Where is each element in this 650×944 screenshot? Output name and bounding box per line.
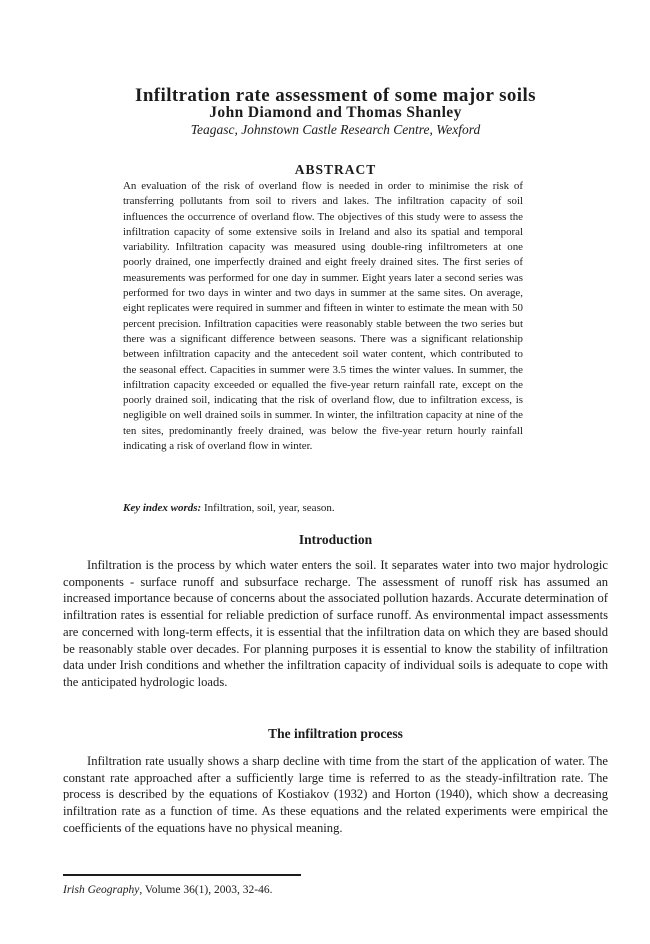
abstract-body: An evaluation of the risk of overland flow is needed in order to minimise the risk of transferring pollutants from soil to rivers and lakes. The infiltration capacity of soil influences the occurrence of overland flow. The objectives of this study were to assess the infiltration capacity of some extensive soils in Ireland and also its spatial and temporal variability. Infiltration capacity was measured using double-ring infiltrometers at one poorly drained, one imperfectly drained and eight freely drained sites. The first series of measurements was performed for one day in summer. Eight years later a second series was performed for two days in winter and two days in summer at the same sites. On average, eight replicates were required in summer and fifteen in winter to estimate the mean with 50 percent precision. Infiltration capacities were reasonably stable between the two series but there was a significant difference between seasons. There was a significant relationship between infiltration capacity and the antecedent soil water content, which contributed to the seasonal effect. Capacities in summer were 3.5 times the winter values. In summer, the infiltration capacity exceeded or equalled the five-year return rainfall rate, except on the poorly drained soil, indicating that the risk of overland flow, due to infiltration excess, is negligible on well drained soils in summer. In winter, the infiltration capacity at nine of the ten sites, predominantly freely drained, was below the five-year return hourly rainfall indicating a risk of overland flow in winter.	[123, 180, 523, 453]
footer-journal-name: Irish Geography	[63, 884, 140, 896]
section-heading-infiltration-process: The infiltration process	[268, 726, 403, 741]
section-heading-introduction: Introduction	[298, 532, 373, 547]
section-paragraph-infiltration-process: Infiltration rate usually shows a sharp decline with time from the start of the application of water. The constant rate approached after a sufficiently large time is referred to as the steady-infiltration rate. The process is described by the equations of Kostiakov (1932) and Horton (1940), which show a decreasing infiltration rate as a function of time. As these equations and the related experiments were empirical the coefficients of the equations have no physical meaning.	[63, 754, 608, 835]
footer-divider	[63, 874, 301, 876]
section-paragraph-introduction: Infiltration is the process by which water enters the soil. It separates water into two major hydrologic components - surface runoff and subsurface recharge. The assessment of runoff risk has assumed an increased importance because of concerns about the associated pollution hazards. Accurate determination of infiltration rates is essential for reliable prediction of surface runoff. As environmental impact assessments are concerned with long-term effects, it is essential that the infiltration data on which they are based should be reasonably stable over decades. For planning purposes it is essential to know the stability of infiltration data under Irish conditions and whether the infiltration capacity of individual soils is adequate to cope with the anticipated hydrologic loads.	[63, 558, 608, 689]
keywords-text: Infiltration, soil, year, season.	[203, 502, 335, 514]
paper-authors: John Diamond and Thomas Shanley	[209, 104, 462, 121]
paper-title: Infiltration rate assessment of some major soils	[135, 84, 536, 106]
footer-citation	[63, 882, 608, 898]
footer-citation-text: , Volume 36(1), 2003, 32-46.	[139, 884, 273, 896]
paper-affiliation: Teagasc, Johnstown Castle Research Centre, Wexford	[190, 122, 481, 137]
keywords-label: Key index words:	[123, 502, 202, 514]
abstract-heading: ABSTRACT	[294, 162, 377, 177]
keywords-line	[123, 501, 523, 516]
